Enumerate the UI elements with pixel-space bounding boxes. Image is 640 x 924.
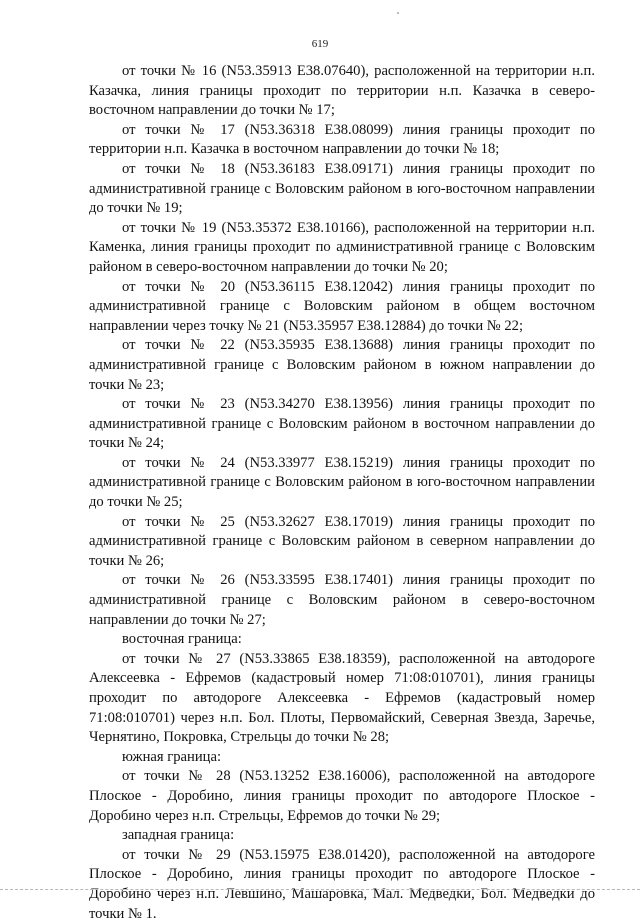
section-heading-east: восточная граница: [122, 631, 242, 648]
paragraph-point-28: от точки № 28 (N53.13252 E38.16006), расположенной на автодороге Плоское - Доробино, линия границы проходит по автодороге Плоское - Доробино через н.п. Стрельцы, Ефремов до точки № 29; [89, 768, 595, 824]
scan-speck [397, 12, 399, 14]
paragraph-point-20: от точки № 20 (N53.36115 E38.12042) линия границы проходит по административной границе с Воловским районом в общем восточном направлении через точку № 21 (N53.35957 E38.12884) до точки № 22; [89, 278, 595, 334]
paragraph-point-19: от точки № 19 (N53.35372 E38.10166), расположенной на территории н.п. Каменка, линия границы проходит по административной границе с Воловским районом в северо-восточном направлении до точки № 20; [89, 219, 595, 275]
paragraph-point-23: от точки № 23 (N53.34270 E38.13956) линия границы проходит по административной границе с Воловским районом в восточном направлении до точки № 24; [89, 396, 595, 452]
paragraph-point-25: от точки № 25 (N53.32627 E38.17019) линия границы проходит по административной границе с Воловским районом в северном направлении до точки № 26; [89, 513, 595, 569]
paragraph-point-27: от точки № 27 (N53.33865 E38.18359), расположенной на автодороге Алексеевка - Ефремов (кадастровый номер 71:08:010701), линия границы проходит по автодороге Алексеевка - Ефремов (кадастровый номер 71:08:010701) через н.п. Бол. Плоты, Первомайский, Северная Звезда, Заречье, Чернятино, Покровка, Стрельцы до точки № 28; [89, 650, 595, 746]
paragraph-point-26: от точки № 26 (N53.33595 E38.17401) линия границы проходит по административной границе с Воловским районом в северо-восточном направлении до точки № 27; [89, 572, 595, 628]
paragraph-point-24: от точки № 24 (N53.33977 E38.15219) линия границы проходит по административной границе с Воловским районом в юго-восточном направлении до точки № 25; [89, 454, 595, 511]
paragraph-point-17: от точки № 17 (N53.36318 E38.08099) линия границы проходит по территории н.п. Казачка в восточном направлении до точки № 18; [89, 121, 595, 158]
page-number: 619 [311, 38, 329, 50]
document-body [89, 62, 595, 924]
paragraph-point-16: от точки № 16 (N53.35913 E38.07640), расположенной на территории н.п. Казачка, линия границы проходит по территории н.п. Казачка в северо-восточном направлении до точки № 17; [89, 63, 595, 119]
paragraph-point-22: от точки № 22 (N53.35935 E38.13688) линия границы проходит по административной границе с Воловским районом в южном направлении до точки № 23; [89, 337, 595, 393]
footer-scan-line [0, 889, 640, 891]
paragraph-point-18: от точки № 18 (N53.36183 E38.09171) линия границы проходит по административной границе с Воловским районом в юго-восточном направлении до точки № 19; [89, 160, 595, 217]
section-heading-south: южная граница: [122, 748, 221, 765]
section-heading-west: западная граница: [122, 827, 235, 844]
paragraph-point-29: от точки № 29 (N53.15975 E38.01420), расположенной на автодороге Плоское - Доробино, линия границы проходит по автодороге Плоское - Доробино через н.п. Левшино, Машаровка, Мал. Медведки, Бол. Медведки до точки № 1. [89, 846, 595, 922]
